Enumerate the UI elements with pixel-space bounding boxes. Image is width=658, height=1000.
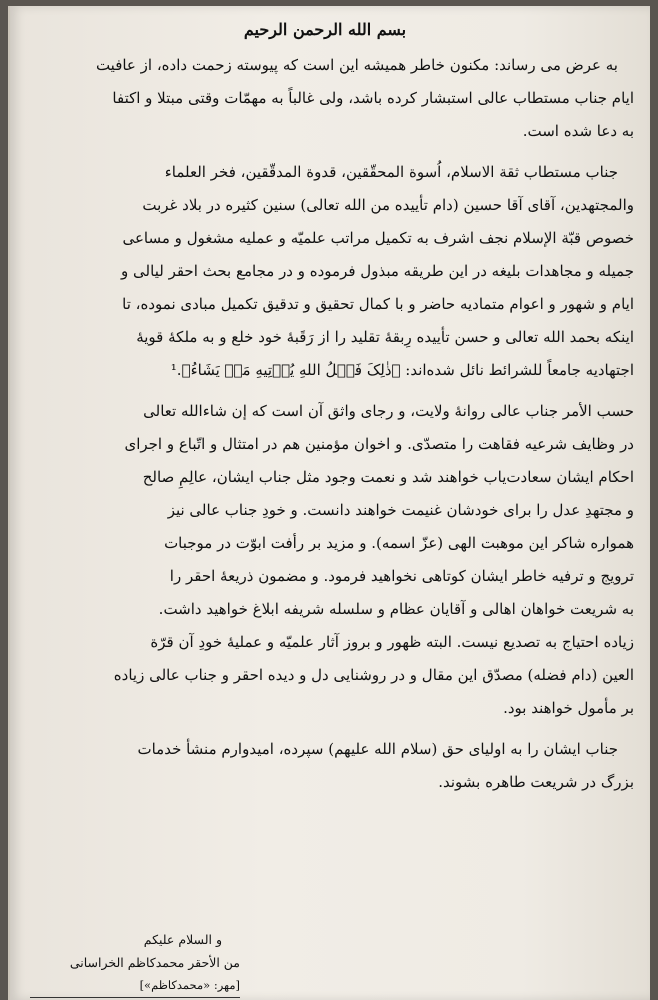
- text-line: همواره شاکر این موهبت الهی (عزّ اسمه). و مزید بر رأفت ابوّت در موجبات: [164, 534, 634, 552]
- text-line: والمجتهدین، آقای آقا حسین (دام تأییده من الله تعالی) سنین کثیره در بلاد غربت: [142, 196, 634, 214]
- text-line: بزرگ در شریعت طاهره بشوند.: [438, 773, 634, 791]
- text-line: بر مأمول خواهند بود.: [503, 699, 634, 717]
- text-line: جمیله و مجاهدات بلیغه در این طریقه مبذول فرموده و در مجامع بحث احقر لیالی و: [121, 262, 634, 280]
- paragraph-introduction: [16, 156, 634, 387]
- seal-note: [مهر: «محمدکاظم»]: [30, 974, 240, 998]
- paragraph-request: [16, 395, 634, 725]
- signatory-name: من الأحقر محمدکاظم الخراسانی: [69, 955, 240, 970]
- text-line: اینکه بحمد الله تعالی و حسن تأییده رِبقهٔ تقلید را از رَقَبهٔ خود خلع و به ملکهٔ قویهٔ: [136, 328, 634, 346]
- text-line: به شریعت خواهان اهالی و آقایان عظام و سلسله شریفه ابلاغ خواهید داشت.: [158, 600, 634, 618]
- text-line: به دعا شده است.: [522, 122, 634, 140]
- text-line: ایام جناب مستطاب عالی استبشار کرده باشد، ولی غالباً به مهمّات وقتی مبتلا و اکتفا: [112, 89, 634, 107]
- text-line: ایام و شهور و اعوام متمادیه حاضر و با کمال تحقیق و تدقیق تکمیل مبادی نموده، تا: [122, 295, 634, 313]
- text-line: جناب ایشان را به اولیای حق (سلام الله علیهم) سپرده، امیدوارم منشأ خدمات: [137, 740, 618, 758]
- text-line: خصوص قبّة الإسلام نجف اشرف به تکمیل مراتب علمیّه و عملیه مشغول و مساعی: [122, 229, 634, 247]
- text-line: زیاده احتیاج به تصدیع نیست. البته ظهور و بروز آثار علمیّه و عملیهٔ خودِ آن قرّة: [150, 633, 634, 651]
- signature-block: [30, 928, 240, 998]
- text-line: در وظایف شرعیه فقاهت را متصدّی. و اخوان مؤمنین هم در امتثال و اتّباع و اجرای: [124, 435, 634, 453]
- text-line: و مجتهدِ عدل را برای خودشان غنیمت خواهند دانست. و خودِ جناب عالی نیز: [167, 501, 634, 519]
- letter-body: [16, 6, 634, 799]
- text-line: احکام ایشان سعادت‌یاب خواهند شد و نعمت وجود مثل جناب ایشان، عالِمِ صالح: [142, 468, 634, 486]
- closing-salutation: و السلام علیکم: [143, 932, 222, 947]
- text-line: حسب الأمر جناب عالی روانهٔ ولایت، و رجای واثق آن است که إن شاءالله تعالی: [143, 402, 634, 420]
- text-line: اجتهادیه جامعاً للشرائط نائل شده‌اند: ﴿ذٰلِکَ فَضۡلُ اللهِ یُؤۡتِیهِ مَنۡ یَشَاءُ﴾.¹: [170, 361, 634, 379]
- text-line: جناب مستطاب ثقة الاسلام، اُسوة المحقّقین، قدوة المدقّقین، فخر العلماء: [164, 163, 618, 181]
- text-line: العین (دام فضله) مصدّق این مقال و در روشنایی دل و دیده احقر و جناب عالی زیاده: [113, 666, 634, 684]
- book-page: [8, 6, 650, 1000]
- text-line: ترویج و ترفیه خاطر ایشان کوتاهی نخواهید فرمود. و مضمون ذریعهٔ احقر را: [169, 567, 634, 585]
- paragraph-closing: [16, 733, 634, 799]
- text-line: به عرض می رساند: مکنون خاطر همیشه این است که پیوسته زحمت داده، از عافیت: [95, 56, 618, 74]
- page-title: بسم الله الرحمن الرحيم: [243, 20, 407, 39]
- paragraph-greeting: [16, 49, 634, 148]
